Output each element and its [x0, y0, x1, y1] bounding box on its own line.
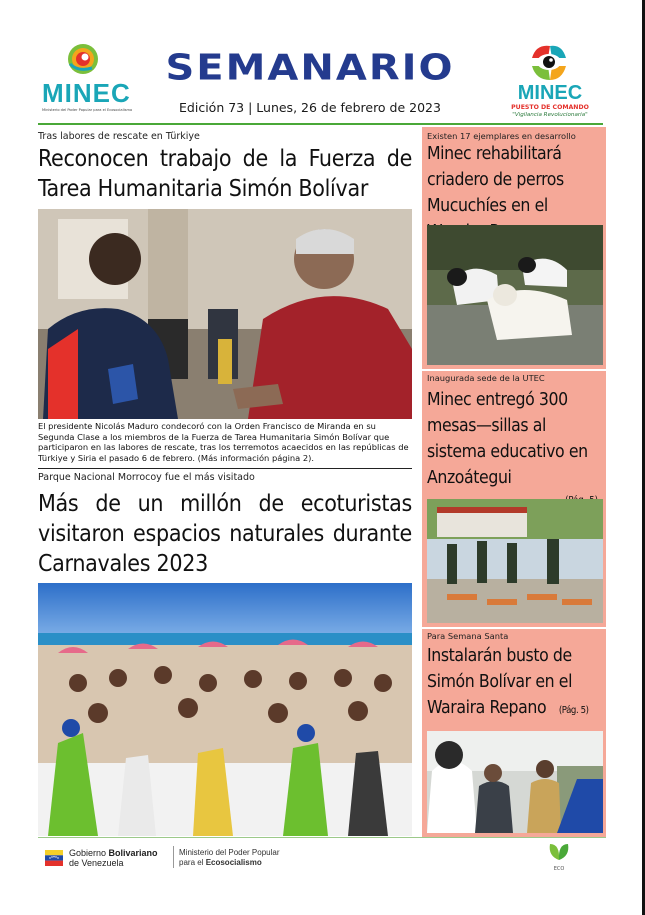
gobierno-line-2: de Venezuela: [69, 858, 124, 868]
minec-logo-right: [500, 40, 600, 120]
second-story-kicker: Parque Nacional Morrocoy fue el más visitado: [38, 472, 255, 483]
gobierno-line-1b: Bolivariano: [108, 848, 158, 858]
minec-brand-left: MINEC: [42, 78, 131, 108]
ceremony-photo: [38, 209, 412, 419]
bolivar-bust-meeting-photo: [427, 731, 603, 833]
second-story: [38, 472, 412, 597]
utec-desks-photo: [427, 499, 603, 623]
edition-line: Edición 73 | Lunes, 26 de febrero de 2023: [179, 100, 441, 115]
sidebar-story-2: [422, 369, 606, 506]
sidebar-story-2-kicker: Inaugurada sede de la UTEC: [427, 373, 545, 383]
sidebar-story-3-title: Instalarán busto de Simón Bolívar en el Waraira Repano: [427, 646, 573, 718]
ministry-line-1: Ministerio del Poder Popular: [179, 848, 280, 857]
second-story-headline: Más de un millón de ecoturistas visitaron espacios naturales durante Carnavales 2023: [38, 491, 412, 577]
eco-logo: [543, 840, 575, 872]
sidebar-story-3-kicker: Para Semana Santa: [427, 631, 509, 641]
main-story-kicker: Tras labores de rescate en Türkiye: [38, 131, 200, 142]
sidebar-story-3: [422, 627, 606, 724]
sidebar-story-3-page-ref[interactable]: (Pág. 5): [558, 705, 589, 716]
minec-brand-right: MINEC: [517, 82, 583, 104]
masthead-title: SEMANARIO: [165, 47, 455, 89]
eye-logo-icon: [526, 40, 572, 86]
sidebar: [422, 127, 606, 837]
venezuela-flag-icon: [45, 850, 63, 866]
gobierno-line-1a: Gobierno: [69, 848, 109, 858]
gobierno-bolivariano-logo: [45, 848, 158, 868]
command-post-label: PUESTO DE COMANDO: [511, 104, 589, 111]
footer: [45, 846, 605, 876]
footer-divider: [38, 837, 606, 838]
eco-label: ECO: [553, 866, 565, 872]
eco-leaf-icon: [546, 840, 572, 862]
gobierno-text: [69, 848, 158, 868]
vigilance-label: "Vigilancia Revolucionaria": [512, 112, 588, 118]
footer-separator: [173, 846, 174, 868]
masthead: [150, 46, 470, 115]
main-story-headline: Reconocen trabajo de la Fuerza de Tarea Humanitaria Simón Bolívar: [38, 146, 412, 202]
sidebar-story-1-kicker: Existen 17 ejemplares en desarrollo: [427, 131, 576, 141]
mucuchies-dogs-photo: [427, 225, 603, 365]
sidebar-story-2-title: Minec entregó 300 mesas—sillas al sistema educativo en Anzoátegui: [427, 390, 588, 488]
ministry-line-2a: para el: [179, 858, 206, 867]
minec-subtitle-left: Ministerio del Poder Popular para el Ecosocialismo: [42, 108, 133, 112]
beach-crowd-photo: [38, 583, 412, 836]
header-divider: [38, 123, 603, 125]
ceremony-caption: El presidente Nicolás Maduro condecoró con la Orden Francisco de Miranda en su Segunda Clase a los miembros de la Fuerza de Tarea Humanitaria Simón Bolívar que participaron en las labores de rescate, tras los terremotos acaecidos en las repúblicas de Türkiye y Siria el pasado 6 de febrero. (Más información página 2).: [38, 421, 409, 463]
sidebar-story-3-headline: [422, 643, 606, 724]
minec-logo-left: [38, 42, 138, 114]
swirl-logo-icon: [66, 42, 100, 76]
sidebar-story-1-title: Minec rehabilitará criadero de perros Mucuchíes en el: [427, 144, 564, 216]
ministry-line-2b: Ecosocialismo: [205, 858, 262, 867]
story-divider: [38, 468, 412, 469]
main-story: [38, 127, 412, 204]
ministry-text: [179, 848, 280, 868]
